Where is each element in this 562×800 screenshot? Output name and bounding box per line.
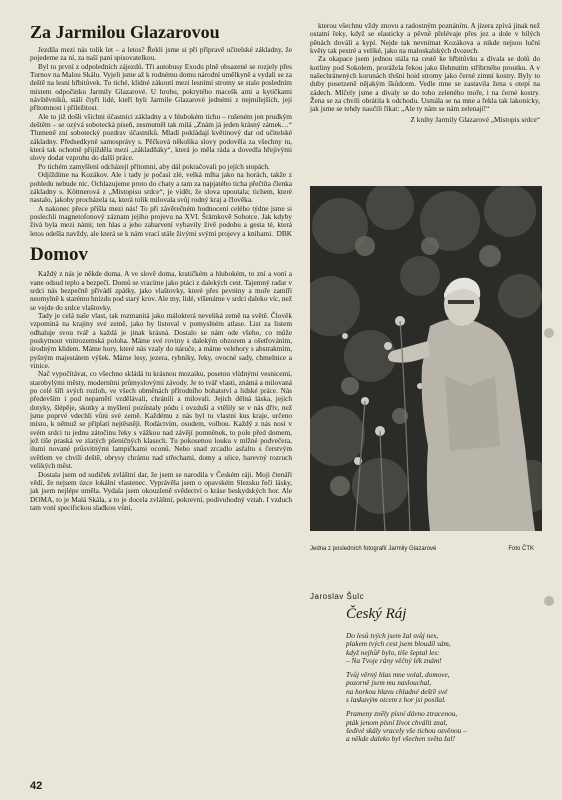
poem-line: a někde daleko byl všechen světa žal! — [346, 734, 456, 744]
poem-body — [346, 632, 546, 750]
right-column — [310, 22, 540, 124]
article-paragraph: Jezdila mezi nás tolik let – a letos? Řekli jsme si při přípravě učitelské základny, že pojedeme za ní, za naší paní spisovatelkou. — [30, 45, 292, 63]
section-title: Domov — [30, 244, 89, 266]
article-paragraph: Nač vypočítávat, co všechno skládá tu krásnou mozaiku, posetou vlídnými vesnicemi, starobylými městy, moderními průmyslovými závody. Je to tvář vlasti, známá a milovaná po celé šíři svých rozloh, ve všech obměnách přírodního bohatství a lidské práce. Nás především i pod nepamětí vzdělávali, chránili a milovali. Jejich dělná láska, jejich dotyky, šlépěje, skutky a myšlení pozůstaly pódu i ovzduší a vtělily se v nás dřív, než jsme poprvé vdechli vůni své země. Každému z nás byl tu vlastní kus kraje, určeno místo, k němuž se připlatí nejtěsněji. Rodáctvím, osudem, volbou. Každý z nás nosí v svém srdci tu jednu zátočinu řeky s vážkou nad závějí pomněnek, to pole před domem, jež tiše praská ve zlatých pšeničných klasech. Tu pokosenou louku v mlžné podvečera, ilumi nované průsvitnými lampičkami oconů. Nebo snad zrcadlo asfaltu s čerstvým světlem ve chvíli deště, obrysy chrámu nad střechami, domy a ulice, barevný rozruch velikých měst. — [30, 369, 292, 471]
photo-caption: Jedna z posledních fotografií Jarmily Glazarové — [310, 546, 437, 552]
article-paragraph: Byl to první z odpoledních zájezdů. Tři autobusy Exodu plně obsazené se rozjely přes Turnov na Malou Skálu. Vyjeli jsme až k rodnému domu národní umělkyně a vydali se za deště na lesní hřbitůvek. To tiché, klidné zákoutí mezi lesními stromy se stalo posledním místem odpočinku Jarmily Glazarové. U hrobu, pokrytého macešk ami a kytičkami návštěvníků, stáli čtyři lidé, kteří byli Jarmile Glazarové jednémi z nejmilejších, její přítomnost i příležitost. — [30, 61, 292, 113]
left-column — [30, 22, 292, 512]
poem-stanza — [346, 632, 546, 665]
poem-line: pozorně jsem mu naslouchal, — [346, 678, 432, 688]
poem-stanza — [346, 671, 546, 704]
poem-line: pták jenom písní život chválit znal, — [346, 717, 448, 727]
page-number: 42 — [30, 780, 43, 792]
poem-line: – Na Tvoje rány věčný lék znám! — [346, 655, 442, 665]
poem-line: plakem tvých cest jsem bloudil sám, — [346, 639, 451, 649]
article-paragraph: Za okapace jsem jednou stála na cestě ke hřbitůvku a dívala se dolů do kotliny pod Sokolem, prorážela řekou jako šlehnutím stříbrného proutku. A v našechránených korunách třešní hoid stromy jako černé zimní kostry. Byly to duby posetzeně nějakým škůdcem. Vedle mne se zastavila žena s otepí na zádech. Mlčely jsme a dívaly se do toho zeleného moře, i na černé kostry. Žena se za chvíli obrátila k odchodu. Usmála se na mne a řekla tak lakonicky, jak jsme se tehdy naučili říkat: „Ale ty nám se nám zelenají!“ — [310, 54, 540, 114]
article-paragraph: A nakonec přece přišla mezi nás! To při závěrečném hodnocení celého týdne jsme si poslechli magnetofonový záznam jejího projevu na XVI. Šrámkově Sobotce. Jak kdyby živá byla mezi námi; ten hlas a jeho zabarvení vybavily živě podobu a gesta té, která letos odešla navždy, ale která se k nám vrací stále živými svými projevy a knihami. — [30, 203, 292, 238]
punch-hole — [544, 328, 554, 338]
poem-stanza — [346, 710, 546, 743]
article-paragraph: Tady je celá naše vlast, tak rozmanitá jako málokterá neveliká země na světě. Člověk vzpomíná na krajiny své země, jako by listoval v pomyslném atlase. List za listem odhaluje svou tvář a každá je jinak krásná. Dostalo se nám ode všeho, co může poskytnout vnitrozemská poloha. Máme své roviny s dalekým obzorem a ošetřováním, úrodným klidem. Máme hory, které nás vzaly do náruče, a máme velehory s abstraktním, pyšným majestátem výšek. Máme lesy, jezera, rybníky, řeky, ovocné sady, chmelnice a vinice. — [30, 310, 292, 371]
punch-hole — [544, 596, 554, 606]
photo-caption-row — [310, 546, 542, 553]
photo-credit: Foto ČTK — [508, 546, 534, 552]
poem-line: Tvůj věrný hlas mne volal, domove, — [346, 670, 450, 680]
article-title: Za Jarmilou Glazarovou — [30, 22, 220, 42]
article-paragraph: Dostala jsem od sudiček zvláštní dar, že jsem se narodila v Českém ráji. Moji čtenáři vědí, že nejsem úzce lokální vlastenec. Vyprávěla jsem o opavském Slezsku řeči lásky, jak jsem nejlépe uměla. Vydala jsem okouzleně svědectví o kráse beskydských hor. Ale DOMA, to je Malá Skála, a to je docela zvláštní, pokrevní, podivuhodný vztah. I vzduch tam voní specifickou sladkou vůní, — [30, 469, 292, 512]
article-paragraph: Ale to již došli všichni účastníci základny a v hlubokém tichu – rušeném jen prudkým deštěm – se ozývá sobotecká píseň, zesmutněl tak milá „Znám já jeden krásný zámek…“ Tlumeně zní sobotecký pozdrav účastníků. Mladí pokládají květinový dar od učitelské základny. Předsedkyně samosprávy s. Pěčková několika slovy podověla za všechny tu, která tak ochotně přijížděla mezi „základňáky“, která jo měla ráda a dovedla hřejivými slovy dodat vzpruhu do další práce. — [30, 111, 292, 163]
poem-line: šedivé skály vracely vše tichou ozvěnou – — [346, 725, 467, 735]
article-paragraph: Každý z nás je někde doma. A ve slově doma, kratičkém a hlubokém, to zní a voní a vane odsud teplo a bezpečí. Domů se vracíme jako ptáci z dalekých cest. Tajemný radar v srdci nás bezpečně přivádí zpátky, jako vlaštovky, které přes pevniny a moře zamíří neomylně k starému hnízdu pod starý krov. Ale my, lidé, víšenáme v srdci daleko víc, než se vejde do srdce vlaštovky. — [30, 269, 292, 312]
poem-line: Do lesů tvých jsem žal svůj nes, — [346, 631, 439, 640]
portrait-photo — [310, 186, 542, 531]
poem-line: na horkou hlavu chladné dešťě své — [346, 686, 448, 696]
article-paragraph: Po tichém zamyšlení odcházejí přítomní, aby dál pokračovali po jejích stopách. — [38, 161, 270, 171]
poem-line: Prameny zněly písní dávno ztracenou, — [346, 709, 458, 719]
poem-line: s laskavým otcem z hor jsi posílal. — [346, 695, 446, 705]
author-signature: DBK — [276, 228, 292, 238]
article-paragraph: kterou všechnu vždy znovu a radostným poznáním. A jizera zpívá jinak než ostatní řeky, když se elasticky a pěvně přelévaje přes jez a dole v bílých pěnách doválí a kypí. Nejde tak nevnímat Kozákova a nikde nejsou luční květy tak pestré a veliké, jako na maloskalských dvozech. — [310, 21, 540, 56]
source-note: Z knihy Jarmily Glazarové „Místopis srdce“ — [410, 114, 540, 124]
article-paragraph: Odjíždíme na Kozákov. Ale i tady je počasí zlé, velká mlha jako na horách, takže z pohledu nebude nic. Ochlazujeme proto do chaty a tam za napjatého ticha přečtíta členka základny s. Köttnerová z „Místopisu srdce“, je vidět, že slova upoutala; tichem, které nastalo, jakoby procházela ta, která tolik milovala svůj rodný kraj a člověka. — [30, 170, 292, 205]
poem-line: když nejhůř bylo, tiše šeptal les: — [346, 647, 440, 657]
poem-title: Český Ráj — [346, 606, 407, 622]
poem-author: Jaroslav Šulc — [310, 592, 365, 601]
photo-illustration — [310, 186, 542, 531]
